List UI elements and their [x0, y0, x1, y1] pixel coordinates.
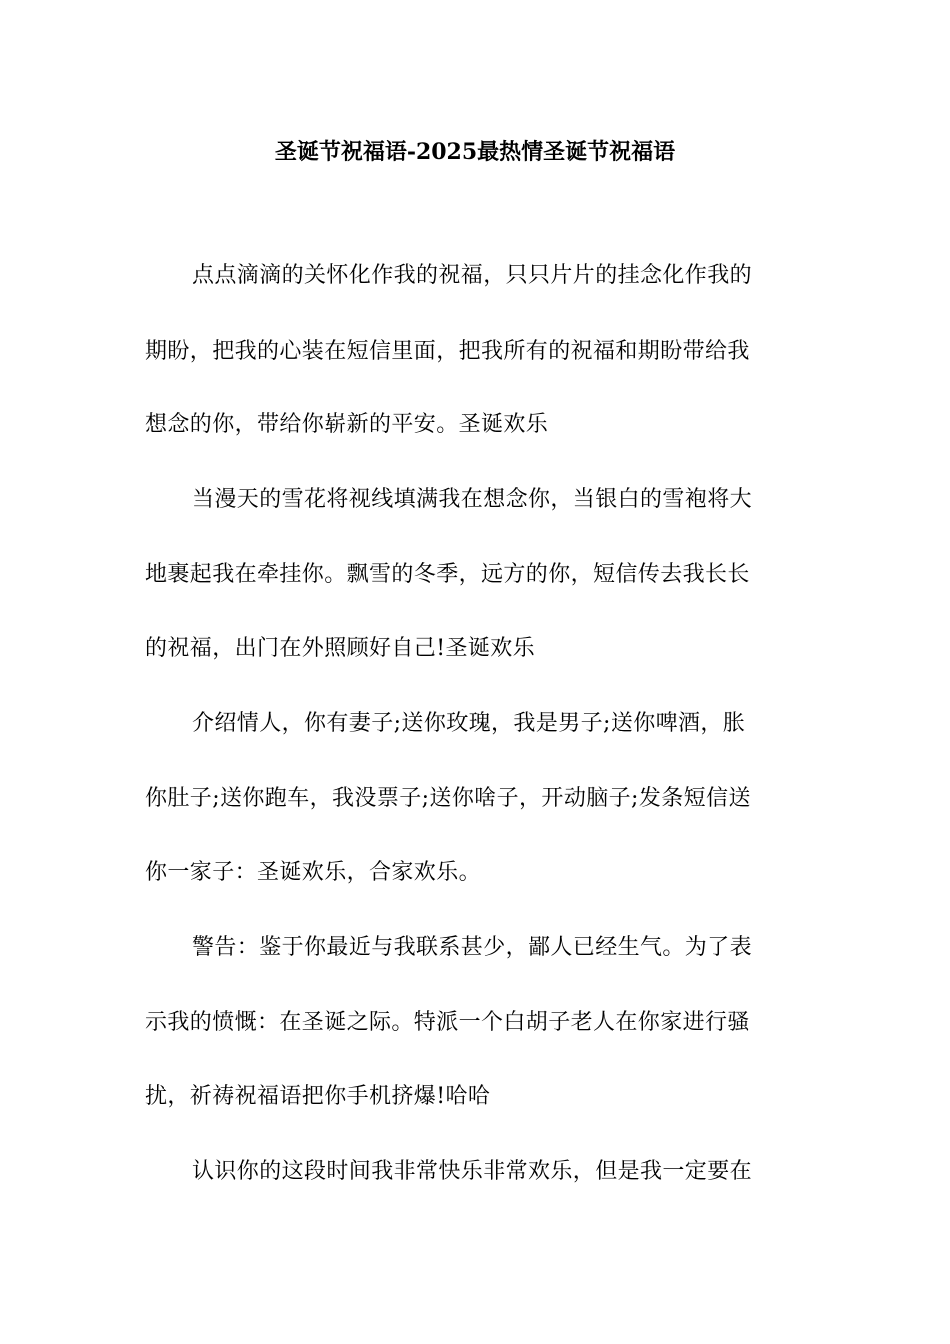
paragraph-4-line-1: 警告：鉴于你最近与我联系甚少，鄙人已经生气。为了表	[192, 935, 753, 960]
paragraph-1-line-2: 期盼，把我的心装在短信里面，把我所有的祝福和期盼带给我	[145, 339, 750, 364]
paragraph-3-line-1: 介绍情人，你有妻子;送你玫瑰，我是男子;送你啤酒，胀	[192, 711, 746, 736]
paragraph-2-line-3: 的祝福，出门在外照顾好自己!圣诞欢乐	[145, 636, 536, 661]
paragraph-4-line-2: 示我的愤慨：在圣诞之际。特派一个白胡子老人在你家进行骚	[145, 1010, 750, 1035]
paragraph-5-line-1: 认识你的这段时间我非常快乐非常欢乐，但是我一定要在	[192, 1159, 753, 1184]
document-title: 圣诞节祝福语-2025最热情圣诞节祝福语	[274, 139, 676, 165]
paragraph-3-line-2: 你肚子;送你跑车，我没票子;送你啥子，开动脑子;发条短信送	[145, 786, 751, 811]
paragraph-2-line-2: 地裹起我在牵挂你。飘雪的冬季，远方的你，短信传去我长长	[145, 562, 750, 587]
paragraph-4-line-3: 扰，祈祷祝福语把你手机挤爆!哈哈	[145, 1084, 491, 1109]
paragraph-1-line-3: 想念的你，带给你崭新的平安。圣诞欢乐	[145, 412, 549, 437]
paragraph-2-line-1: 当漫天的雪花将视线填满我在想念你，当银白的雪袍将大	[192, 487, 753, 512]
paragraph-1-line-1: 点点滴滴的关怀化作我的祝福，只只片片的挂念化作我的	[192, 263, 753, 288]
paragraph-3-line-3: 你一家子：圣诞欢乐，合家欢乐。	[145, 860, 482, 885]
